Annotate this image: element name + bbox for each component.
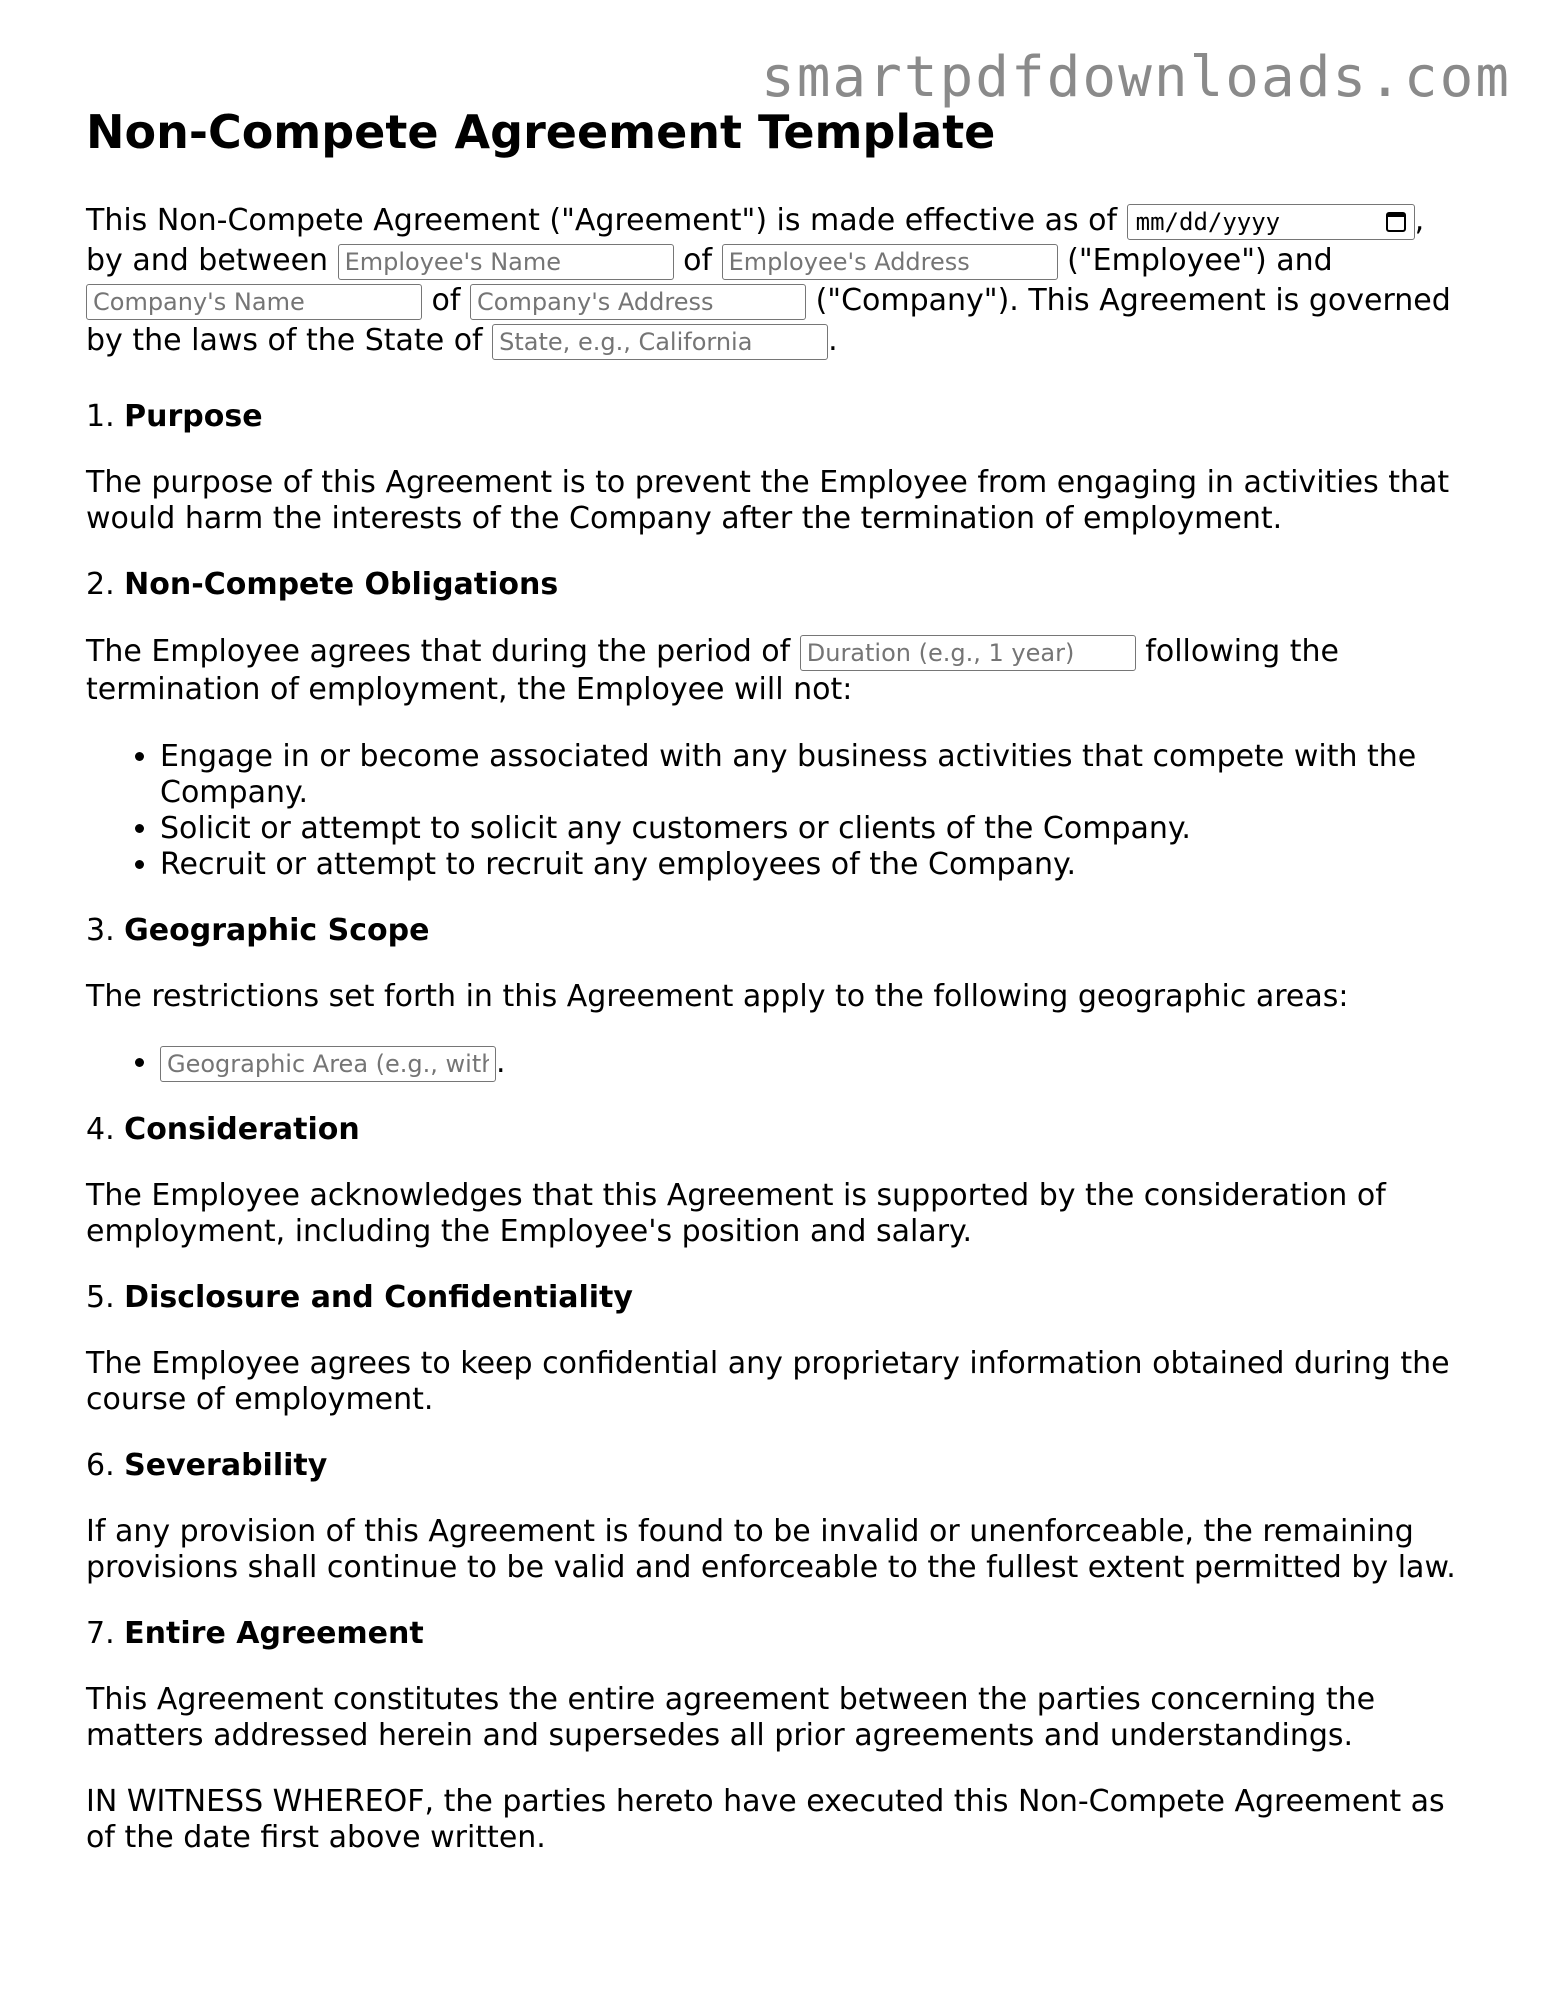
intro-period: . xyxy=(828,323,838,358)
effective-date-input[interactable] xyxy=(1127,204,1415,240)
section-7-heading: 7. Entire Agreement xyxy=(86,1615,424,1651)
intro-paragraph xyxy=(86,201,1466,361)
obligations-list xyxy=(86,739,1466,883)
section-4-heading: 4. Consideration xyxy=(86,1111,360,1147)
document-page xyxy=(86,105,1466,1886)
list-item: • Engage in or become associated with any business activities that compete with the Company. xyxy=(160,739,1466,811)
watermark: smartpdfdownloads.com xyxy=(760,45,1511,110)
list-item: Geographic Area (e.g., within 50 miles) • . xyxy=(160,1045,1466,1082)
section-5-heading: 5. Disclosure and Confidentiality xyxy=(86,1279,633,1315)
geographic-list xyxy=(86,1045,1466,1082)
section-3-body: The restrictions set forth in this Agreement apply to the following geographic areas: xyxy=(86,979,1349,1014)
intro-of-1: of xyxy=(683,243,713,278)
section-6-body: If any provision of this Agreement is found to be invalid or unenforceable, the remaining provisions shall continue to be valid and enforceable to the fullest extent permitted by law. xyxy=(86,1513,1456,1585)
section-2-body: The Employee agrees that during the period of Duration (e.g., 1 year) following the termination of employment, the Employee will not: xyxy=(86,633,1466,709)
section-3-heading: 3. Geographic Scope xyxy=(86,913,430,948)
employee-address-input[interactable] xyxy=(722,244,1058,280)
intro-of-2: of xyxy=(431,283,461,318)
section-5-body: The Employee agrees to keep confidential any proprietary information obtained during the course of employment. xyxy=(86,1345,1450,1417)
employee-name-input[interactable] xyxy=(338,244,674,280)
intro-text-1: This Non-Compete Agreement ("Agreement") is made effective as of xyxy=(86,203,1118,238)
state-input[interactable] xyxy=(492,324,828,360)
section-1-body: The purpose of this Agreement is to prevent the Employee from engaging in activities that would harm the interests of the Company after the termination of employment. xyxy=(86,465,1450,536)
calendar-icon[interactable] xyxy=(1386,212,1406,232)
intro-text-by-and-between: by and between xyxy=(86,243,329,278)
list-item: • Solicit or attempt to solicit any customers or clients of the Company. xyxy=(160,811,1466,847)
section-1-heading: 1. Purpose xyxy=(86,399,263,434)
intro-comma: , xyxy=(1414,203,1425,238)
date-placeholder: mm/dd/yyyy xyxy=(1135,207,1281,236)
geographic-area-input[interactable] xyxy=(160,1046,496,1082)
intro-employee-label: ("Employee") and xyxy=(1067,243,1333,278)
section-6-heading: 6. Severability xyxy=(86,1447,328,1483)
section-2-heading: 2. Non-Compete Obligations xyxy=(86,567,559,602)
company-address-input[interactable] xyxy=(470,284,806,320)
witness-paragraph: IN WITNESS WHEREOF, the parties hereto have executed this Non-Compete Agreement as of the date first above written. xyxy=(86,1783,1445,1855)
section-4-body: The Employee acknowledges that this Agreement is supported by the consideration of employment, including the Employee's position and salary. xyxy=(86,1177,1386,1249)
company-name-input[interactable] xyxy=(86,284,422,320)
list-item: • Recruit or attempt to recruit any employees of the Company. xyxy=(160,847,1466,883)
duration-input[interactable] xyxy=(800,635,1136,671)
page-title: Non-Compete Agreement Template xyxy=(86,105,996,159)
intro-company-governed: ("Company"). This Agreement is governed by the laws of the State of xyxy=(86,283,1451,358)
section-7-body: This Agreement constitutes the entire agreement between the parties concerning the matters addressed herein and supersedes all prior agreements and understandings. xyxy=(86,1681,1376,1753)
